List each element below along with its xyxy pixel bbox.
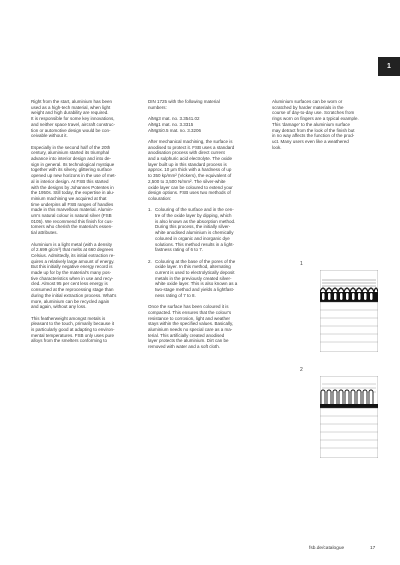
figure-1-label: 1 [300,261,303,267]
paragraph: DIN 1725 with the following material numbers: [148,99,220,110]
list-text: Colouring of the surface and in the cen- tre of the oxide layer by dipping, which is also known as the absorption method. During this process, the initially silver- white anodised aluminium is chemically coloured in organic and inorganic dye solutions. This method results in a light- fastness rating of 6 to 7. [155,207,236,253]
list-item [148,259,254,299]
paragraph: Aluminium surfaces can be worn or scratched by harder materials in the course of day-to-day use. Scratches from rings worn on fingers are a typical example. This 'damage' to the aluminium surface may detract from the look of the finish but in no way affects the function of the prod- uct. Many users even like a weathered look. [272,99,359,150]
column-1 [31,99,137,350]
paragraph: Especially in the second half of the 20th century, aluminium started its triumphal advance into interior design and into de- sign in general. Its technological mystique together with its silvery, glittering surface opened up new horizons in the use of met- al in interior design. At FSB this started with the designs by Johannes Potentes in the 1950s. Still today, the expertise in alu- minium machining we acquired at that time underpins all FSB ranges of handles made in this marvellous material. Alumin- um's natural colour is natural silver (FSB 0105). We recommend this finish for cus- tomers who cherish the material's essen- tial attributes. [31,144,117,236]
list-number: 2. [148,258,152,264]
paragraph: Once the surface has been coloured it is compacted. This ensures that the colour's resistance to corrosion, light and weather stays within the specified values. Basically, aluminium needs no special care as a ma- terial. This artificially created anodised layer protects the aluminium. Dirt can be removed with water and a soft cloth. [148,304,234,350]
material-list: AlMg3 mat. no. 3.3541.02 AlMg1 mat. no. 3.3315 AlMgSi0.5 mat. no. 3.3206 [148,116,202,133]
list-number: 1. [148,207,152,213]
column-2 [148,99,254,356]
chapter-tab: 1 [378,57,400,76]
catalogue-link[interactable]: fsb.de/catalogue [309,546,345,551]
paragraph: Right from the start, aluminium has been used as a high-tech material, when light weight and high durability are required. It is responsible for some key innovations, and neither space travel, aircraft construc- tion or automotive design would be con- ceivable without it. [31,99,116,139]
paragraph: Aluminium is a light metal (with a density of 2.699 g/cm³) that melts at 660 degrees Celsius. Admittedly, its initial extraction re- quires a relatively large amount of energy. But this initially negative energy record is made up for by the material's many pos- tive characteristics when in use and recy- cled. Almost 95 per cent less energy is consumed at the reprocessing stage than during the initial extraction process. What's more, aluminium can be recycled again and again, without any loss. [31,241,117,310]
figure-1-oxide-layer-diagram [320,270,378,352]
figure-2-label: 2 [300,367,303,373]
paragraph: This featherweight amongst metals is pleasant to the touch, primarily because it is particularly good at adapting to environ- mental temperatures. FSB only uses pure alloys from the smelters conforming to [31,315,115,344]
list-item [148,207,254,253]
page-number: 17 [370,546,376,551]
figure-2-oxide-layer-diagram [320,376,378,458]
colouration-methods [148,207,254,298]
paragraph: After mechanical machining, the surface is anodised to protect it. FSB uses a standard anodisation process with direct current and a sulphuric acid electrolyte. The oxide layer built up in this standard process is approx. 10 μm thick with a hardness of up to 350 kp/mm² (Vickers), the equivalent of 2,500 to 3,500 N/mm². The silver-white oxide layer can be coloured to extend your design options. FSB uses two methods of colouration: [148,138,235,201]
list-text: Colouring at the base of the pores of the oxide layer. In this method, alternating current is used to electrolytically deposit metals in the previously created silver- white oxide layer. This is also known as a two-stage method and yields a lightfast- ness rating of 7 to 8. [155,258,238,298]
column-3 [272,99,378,156]
